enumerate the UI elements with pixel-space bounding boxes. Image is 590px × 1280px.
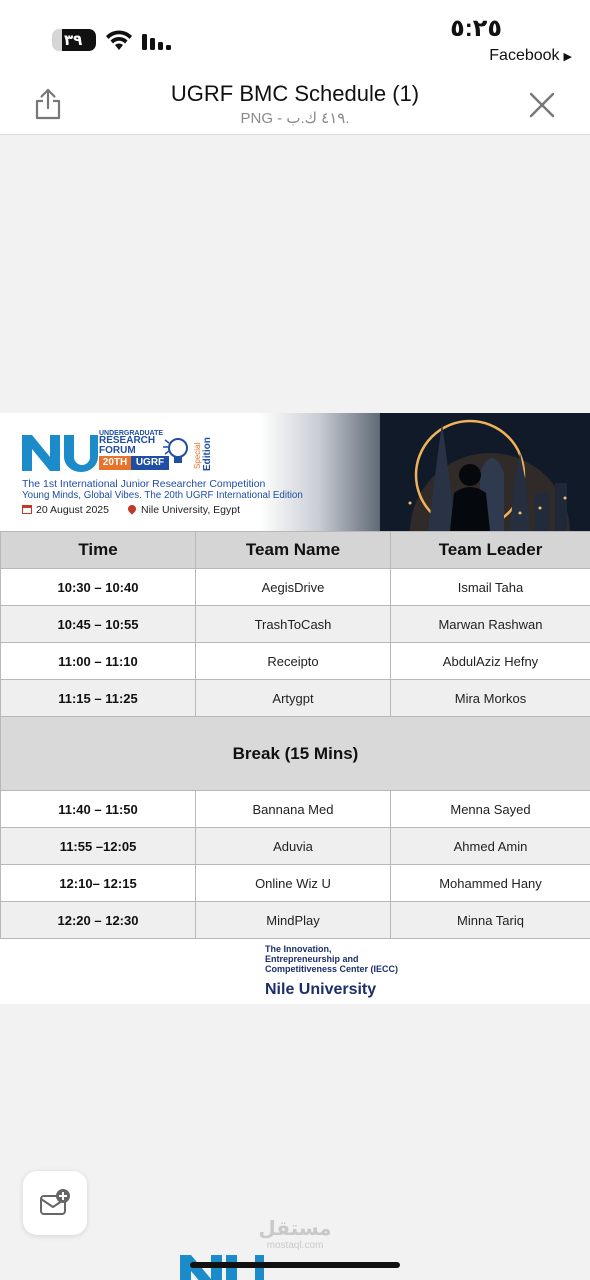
home-indicator[interactable] xyxy=(190,1262,400,1268)
event-venue xyxy=(128,504,240,516)
battery-level: ٣٩ xyxy=(64,32,83,49)
location-pin-icon xyxy=(126,503,137,514)
leader-cell: Marwan Rashwan xyxy=(391,606,590,643)
special-edition-label xyxy=(188,431,220,471)
event-date-text: 20 August 2025 xyxy=(36,504,109,516)
watermark-sub: mostaql.com xyxy=(266,1240,324,1251)
table-row xyxy=(1,606,590,643)
table-row xyxy=(1,643,590,680)
banner-tagline: Young Minds, Global Vibes. The 20th UGRF International Edition xyxy=(22,490,303,501)
team-cell: Artygpt xyxy=(196,680,391,717)
leader-cell: Ahmed Amin xyxy=(391,828,590,865)
back-to-app-link[interactable] xyxy=(489,47,572,65)
event-banner xyxy=(0,413,590,531)
time-cell: 12:20 – 12:30 xyxy=(1,902,196,939)
table-row xyxy=(1,902,590,939)
badge-ugrf: UGRF xyxy=(131,456,169,470)
play-arrow-icon: ▶ xyxy=(563,51,572,63)
time-cell: 11:00 – 11:10 xyxy=(1,643,196,680)
table-row xyxy=(1,865,590,902)
team-cell: AegisDrive xyxy=(196,569,391,606)
table-row xyxy=(1,828,590,865)
nile-university-label: Nile University xyxy=(265,981,377,998)
header-time: Time xyxy=(1,532,196,569)
event-date xyxy=(22,504,109,516)
leader-cell: AbdulAziz Hefny xyxy=(391,643,590,680)
leader-cell: Menna Sayed xyxy=(391,791,590,828)
break-label: Break (15 Mins) xyxy=(1,717,590,791)
edition-word-text: Edition xyxy=(202,437,213,471)
team-cell: MindPlay xyxy=(196,902,391,939)
status-time: ٥:٢٥ xyxy=(450,15,502,42)
table-row xyxy=(1,569,590,606)
wifi-icon xyxy=(104,28,134,52)
back-app-label: Facebook xyxy=(489,47,560,64)
leader-cell: Mohammed Hany xyxy=(391,865,590,902)
add-to-mail-button[interactable] xyxy=(23,1171,87,1235)
header-team-leader: Team Leader xyxy=(391,532,590,569)
banner-headline: The 1st International Junior Researcher Competition xyxy=(22,478,266,490)
signal-icon xyxy=(142,32,172,50)
schedule-image xyxy=(0,413,590,1004)
file-title: UGRF BMC Schedule (1) xyxy=(170,81,420,106)
schedule-table xyxy=(0,531,590,939)
table-header-row xyxy=(1,532,590,569)
time-cell: 12:10– 12:15 xyxy=(1,865,196,902)
nu-logo-icon xyxy=(20,431,98,473)
badge-20th: 20TH xyxy=(99,456,131,470)
time-cell: 11:15 – 11:25 xyxy=(1,680,196,717)
header-team-name: Team Name xyxy=(196,532,391,569)
time-cell: 10:45 – 10:55 xyxy=(1,606,196,643)
table-row xyxy=(1,791,590,828)
iecc-line-2: Entrepreneurship and xyxy=(265,954,359,964)
break-row xyxy=(1,717,590,791)
event-venue-text: Nile University, Egypt xyxy=(141,504,241,516)
iecc-label xyxy=(265,944,435,974)
file-subtitle: PNG - ٤١٩ ك.ب. xyxy=(240,110,350,127)
calendar-icon xyxy=(22,505,32,514)
leader-cell: Minna Tariq xyxy=(391,902,590,939)
battery-icon xyxy=(52,29,96,51)
leader-cell: Mira Morkos xyxy=(391,680,590,717)
dubai-skyline-illustration xyxy=(380,413,590,531)
team-cell: Aduvia xyxy=(196,828,391,865)
edition-special-text: Special xyxy=(193,442,202,469)
time-cell: 11:40 – 11:50 xyxy=(1,791,196,828)
forum-research-label: RESEARCH xyxy=(99,435,156,446)
table-row xyxy=(1,680,590,717)
leader-cell: Ismail Taha xyxy=(391,569,590,606)
watermark-main: مستقل xyxy=(258,1218,332,1240)
watermark xyxy=(255,1218,335,1251)
team-cell: Online Wiz U xyxy=(196,865,391,902)
forum-small-label: UNDERGRADUATE xyxy=(99,430,164,437)
time-cell: 10:30 – 10:40 xyxy=(1,569,196,606)
forum-forum-label: FORUM xyxy=(99,445,136,456)
close-icon[interactable] xyxy=(526,89,558,121)
team-cell: Bannana Med xyxy=(196,791,391,828)
time-cell: 11:55 –12:05 xyxy=(1,828,196,865)
status-bar xyxy=(0,0,590,75)
team-cell: TrashToCash xyxy=(196,606,391,643)
iecc-line-1: The Innovation, xyxy=(265,944,332,954)
team-cell: Receipto xyxy=(196,643,391,680)
iecc-line-3: Competitiveness Center (IECC) xyxy=(265,964,399,974)
mail-plus-icon xyxy=(38,1186,72,1220)
viewer-header xyxy=(0,75,590,135)
